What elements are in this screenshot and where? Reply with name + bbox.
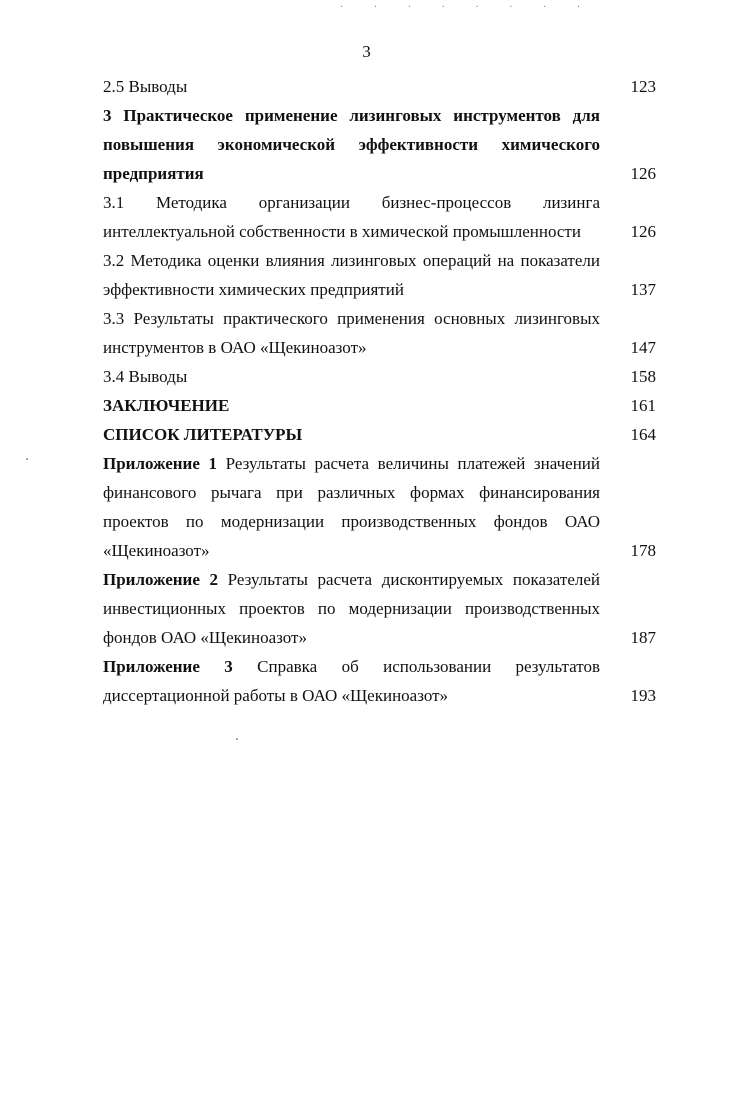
toc-entry-appendix-2 (103, 565, 656, 652)
toc-entry-text: 3 Практическое применение лизинговых инструментов для повышения экономической эффективности химического предприятия (103, 106, 600, 183)
toc-entry-text: 2.5 Выводы (103, 77, 188, 96)
toc-entry-3-3 (103, 304, 656, 362)
toc-entry-page: 147 (630, 338, 656, 357)
toc-entry-text: 3.4 Выводы (103, 367, 188, 386)
toc-entry-page: 137 (630, 280, 656, 299)
toc-entry-page: 161 (630, 396, 656, 415)
toc-entry-page: 164 (630, 425, 656, 444)
appendix-title: Результаты расчета величины платежей значений финансового рычага при различных формах финансирования проектов по модернизации производственных фондов ОАО «Щекиноазот» (103, 454, 601, 560)
appendix-label: Приложение 2 (103, 570, 219, 589)
table-of-contents (103, 72, 656, 710)
appendix-label: Приложение 3 (103, 657, 233, 676)
toc-entry-text (103, 449, 600, 565)
toc-entry-page: 123 (630, 77, 656, 96)
toc-entry-text: СПИСОК ЛИТЕРАТУРЫ (103, 425, 303, 444)
toc-entry-text (103, 652, 600, 710)
toc-entry-conclusion (103, 391, 656, 420)
appendix-label: Приложение 1 (103, 454, 217, 473)
toc-entry-3-4 (103, 362, 656, 391)
toc-entry-appendix-1 (103, 449, 656, 565)
toc-entry-2-5 (103, 72, 656, 101)
page-number: 3 (362, 42, 371, 61)
toc-entry-page: 187 (630, 628, 656, 647)
appendix-title: Результаты расчета дисконтируемых показателей инвестиционных проектов по модернизации производственных фондов ОАО «Щекиноазот» (103, 570, 601, 647)
toc-entry-page: 193 (630, 686, 656, 705)
toc-entry-appendix-3 (103, 652, 656, 710)
toc-entry-3-2 (103, 246, 656, 304)
toc-entry-text: 3.2 Методика оценки влияния лизинговых операций на показатели эффективности химических предприятий (103, 251, 600, 299)
toc-entry-text: 3.1 Методика организации бизнес-процессов лизинга интеллектуальной собственности в химической промышленности (103, 193, 600, 241)
toc-entry-text: 3.3 Результаты практического применения основных лизинговых инструментов в ОАО «Щекиноазот» (103, 309, 600, 357)
toc-entry-text (103, 565, 600, 652)
toc-entry-references (103, 420, 656, 449)
scan-speck (236, 738, 238, 740)
toc-entry-chapter-3 (103, 101, 656, 188)
toc-entry-page: 178 (630, 541, 656, 560)
appendix-title: Справка об использовании результатов диссертационной работы в ОАО «Щекиноазот» (103, 657, 600, 705)
toc-entry-3-1 (103, 188, 656, 246)
toc-entry-text: ЗАКЛЮЧЕНИЕ (103, 396, 230, 415)
scan-artifact: · · · · · · · · (340, 2, 595, 12)
scan-speck (26, 458, 28, 460)
toc-entry-page: 158 (630, 367, 656, 386)
toc-entry-page: 126 (630, 164, 656, 183)
toc-entry-page: 126 (630, 222, 656, 241)
